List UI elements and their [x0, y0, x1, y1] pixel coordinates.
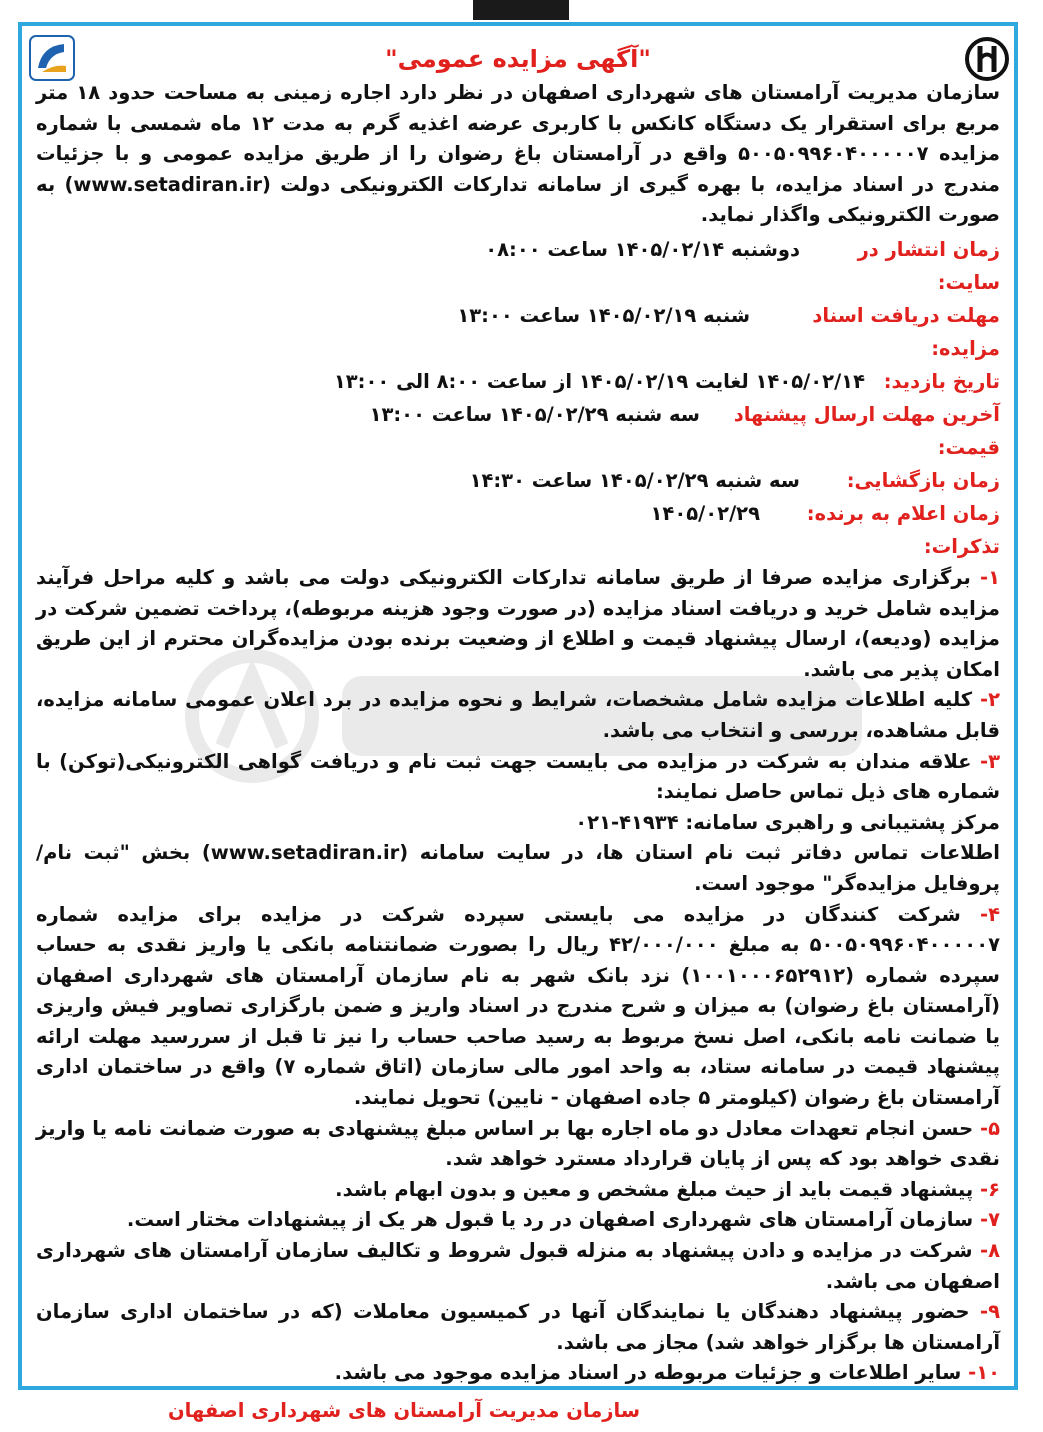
note-text: سازمان آرامستان های شهرداری اصفهان در رد یا قبول هر یک از پیشنهادات مختار است. — [126, 1208, 974, 1232]
note-item — [36, 1236, 1000, 1297]
note-text: کلیه اطلاعات مزایده شامل مشخصات، شرایط و نحوه مزایده در برد اعلان عمومی سامانه مزایده، قابل مشاهده، بررسی و انتخاب می باشد. — [36, 688, 1000, 742]
note-item — [36, 1205, 1000, 1236]
schedule-row — [36, 464, 1000, 497]
note-item — [36, 685, 1000, 746]
note-text: برگزاری مزایده صرفا از طریق سامانه تدارکات الکترونیکی دولت می باشد و کلیه مراحل فرآیند مزایده شامل خرید و دریافت اسناد مزایده (در صورت وجود هزینه مربوطه)، پرداخت تضمین شرکت در مزایده (ودیعه)، ارسال پیشنهاد قیمت و اطلاع از وضعیت برنده بودن مزایده‌گران محترم از این طریق امکان پذیر می باشد. — [36, 565, 1000, 681]
note-item — [36, 563, 1000, 685]
note-number: ۱- — [980, 565, 1000, 589]
note-number: ۸- — [980, 1239, 1000, 1263]
schedule-value: ۱۴۰۵/۰۲/۲۹ — [650, 501, 760, 525]
note-item — [36, 900, 1000, 1114]
schedule-value: ۱۴۰۵/۰۲/۱۴ لغایت ۱۴۰۵/۰۲/۱۹ از ساعت ۸:۰۰ الی ۱۳:۰۰ — [333, 369, 865, 393]
note-item — [36, 1358, 1000, 1389]
note-item — [36, 1114, 1000, 1175]
schedule-label: مهلت دریافت اسناد مزایده: — [812, 303, 1000, 360]
note-number: ۹- — [980, 1300, 1001, 1324]
note-number: ۵- — [979, 1116, 1000, 1140]
note-item — [36, 747, 1000, 808]
schedule-value: دوشنبه ۱۴۰۵/۰۲/۱۴ ساعت ۰۸:۰۰ — [485, 237, 800, 261]
schedule-value: سه شنبه ۱۴۰۵/۰۲/۲۹ ساعت ۱۳:۰۰ — [369, 402, 700, 426]
schedule-row — [36, 233, 1000, 299]
note-text: حضور پیشنهاد دهندگان یا نمایندگان آنها در کمیسیون معاملات (که در ساختمان اداری سازمان آرامستان ها برگزار خواهد شد) مجاز می باشد. — [36, 1300, 1000, 1354]
notes-title: تذکرات: — [923, 534, 1000, 558]
note-item — [36, 1297, 1000, 1358]
schedule-label: زمان انتشار در سایت: — [857, 237, 1000, 294]
support-line: مرکز پشتیبانی و راهبری سامانه: ۴۱۹۳۴-۰۲۱ — [575, 810, 1000, 834]
note-text: شرکت در مزایده و دادن پیشنهاد به منزله قبول شروط و تکالیف سازمان آرامستان های شهرداری اصفهان می باشد. — [36, 1239, 1000, 1293]
note-item — [36, 1175, 1000, 1206]
schedule-row — [36, 365, 1000, 398]
offices-line: اطلاعات تماس دفاتر ثبت نام استان ها، در سایت سامانه (www.setadiran.ir) بخش "ثبت نام/پروفایل مزایده‌گر" موجود است. — [36, 841, 1000, 895]
note-number: ۴- — [980, 902, 1000, 926]
notice-body — [36, 40, 1001, 1422]
note-number: ۶- — [980, 1177, 1000, 1201]
footer-signature: سازمان مدیریت آرامستان های شهرداری اصفهان — [168, 1399, 640, 1422]
note-number: ۱۰- — [968, 1361, 1000, 1385]
notes-heading — [36, 530, 1000, 563]
intro-paragraph: سازمان مدیریت آرامستان های شهرداری اصفهان در نظر دارد اجاره زمینی به مساحت حدود ۱۸ متر مربع برای استقرار یک دستگاه کانکس با کاربری عرضه اغذیه گرم به مدت ۱۲ ماه شمسی با شماره مزایده ۵۰۰۵۰۹۹۶۰۴۰۰۰۰۰۷ واقع در آرامستان باغ رضوان را از طریق مزایده عمومی و با جزئیات مندرج در اسناد مزایده، با بهره گیری از سامانه تدارکات الکترونیکی دولت (www.setadiran.ir) به صورت الکترونیکی واگذار نماید. — [36, 81, 1000, 227]
note-number: ۷- — [980, 1208, 1000, 1232]
schedule-label: زمان بازگشایی: — [846, 468, 1000, 492]
schedule-label: تاریخ بازدید: — [883, 369, 1000, 393]
schedule-value: سه شنبه ۱۴۰۵/۰۲/۲۹ ساعت ۱۴:۳۰ — [469, 468, 800, 492]
note-text: شرکت کنندگان در مزایده می بایستی سپرده شرکت در مزایده برای مزایده شماره ۵۰۰۵۰۹۹۶۰۴۰۰۰۰۰۷ به مبلغ ۴۲/۰۰۰/۰۰۰ ریال را بصورت ضمانتنامه بانکی یا واریز نقدی به حساب سپرده شماره (۱۰۰۱۰۰۰۶۵۲۹۱۲) نزد بانک شهر به نام سازمان آرامستان های شهرداری اصفهان (آرامستان باغ رضوان) به میزان و شرح مندرج در اسناد واریز و ضمن بارگزاری تصاویر فیش واریزی یا ضمانت نامه بانکی، اصل نسخ مربوط به رسید صاحب حساب را نیز تا قبل از سررسید مهلت ارائه پیشنهاد قیمت در سامانه ستاد، به واحد امور مالی سازمان (اتاق شماره ۷) واقع در ساختمان اداری آرامستان باغ رضوان (کیلومتر ۵ جاده اصفهان - نایین) تحویل نمایند. — [36, 902, 1001, 1110]
note-text: علاقه مندان به شرکت در مزایده می بایست جهت ثبت نام و دریافت گواهی الکترونیکی(توکن) با شماره های ذیل تماس حاصل نمایند: — [36, 749, 1000, 804]
schedule-row — [36, 497, 1000, 530]
note-number: ۳- — [980, 749, 1000, 773]
schedule-label: آخرین مهلت ارسال پیشنهاد قیمت: — [733, 402, 1000, 459]
note-text: حسن انجام تعهدات معادل دو ماه اجاره بها بر اساس مبلغ پیشنهادی به صورت ضمانت نامه یا واریز نقدی خواهد بود که پس از پایان قرارداد مسترد خواهد شد. — [36, 1116, 1000, 1171]
schedule-list — [36, 233, 1000, 530]
schedule-label: زمان اعلام به برنده: — [806, 501, 1000, 525]
notice-frame — [18, 22, 1018, 1422]
note-number: ۲- — [980, 688, 1001, 712]
schedule-value: شنبه ۱۴۰۵/۰۲/۱۹ ساعت ۱۳:۰۰ — [457, 303, 750, 327]
top-dark-tab — [473, 0, 569, 20]
schedule-row — [36, 398, 1000, 464]
note-text: سایر اطلاعات و جزئیات مربوطه در اسناد مزایده موجود می باشد. — [334, 1361, 962, 1385]
note-text: پیشنهاد قیمت باید از حیث مبلغ مشخص و معین و بدون ابهام باشد. — [335, 1177, 974, 1201]
schedule-row — [36, 299, 1000, 365]
notice-title: "آگهی مزایده عمومی" — [385, 45, 651, 73]
